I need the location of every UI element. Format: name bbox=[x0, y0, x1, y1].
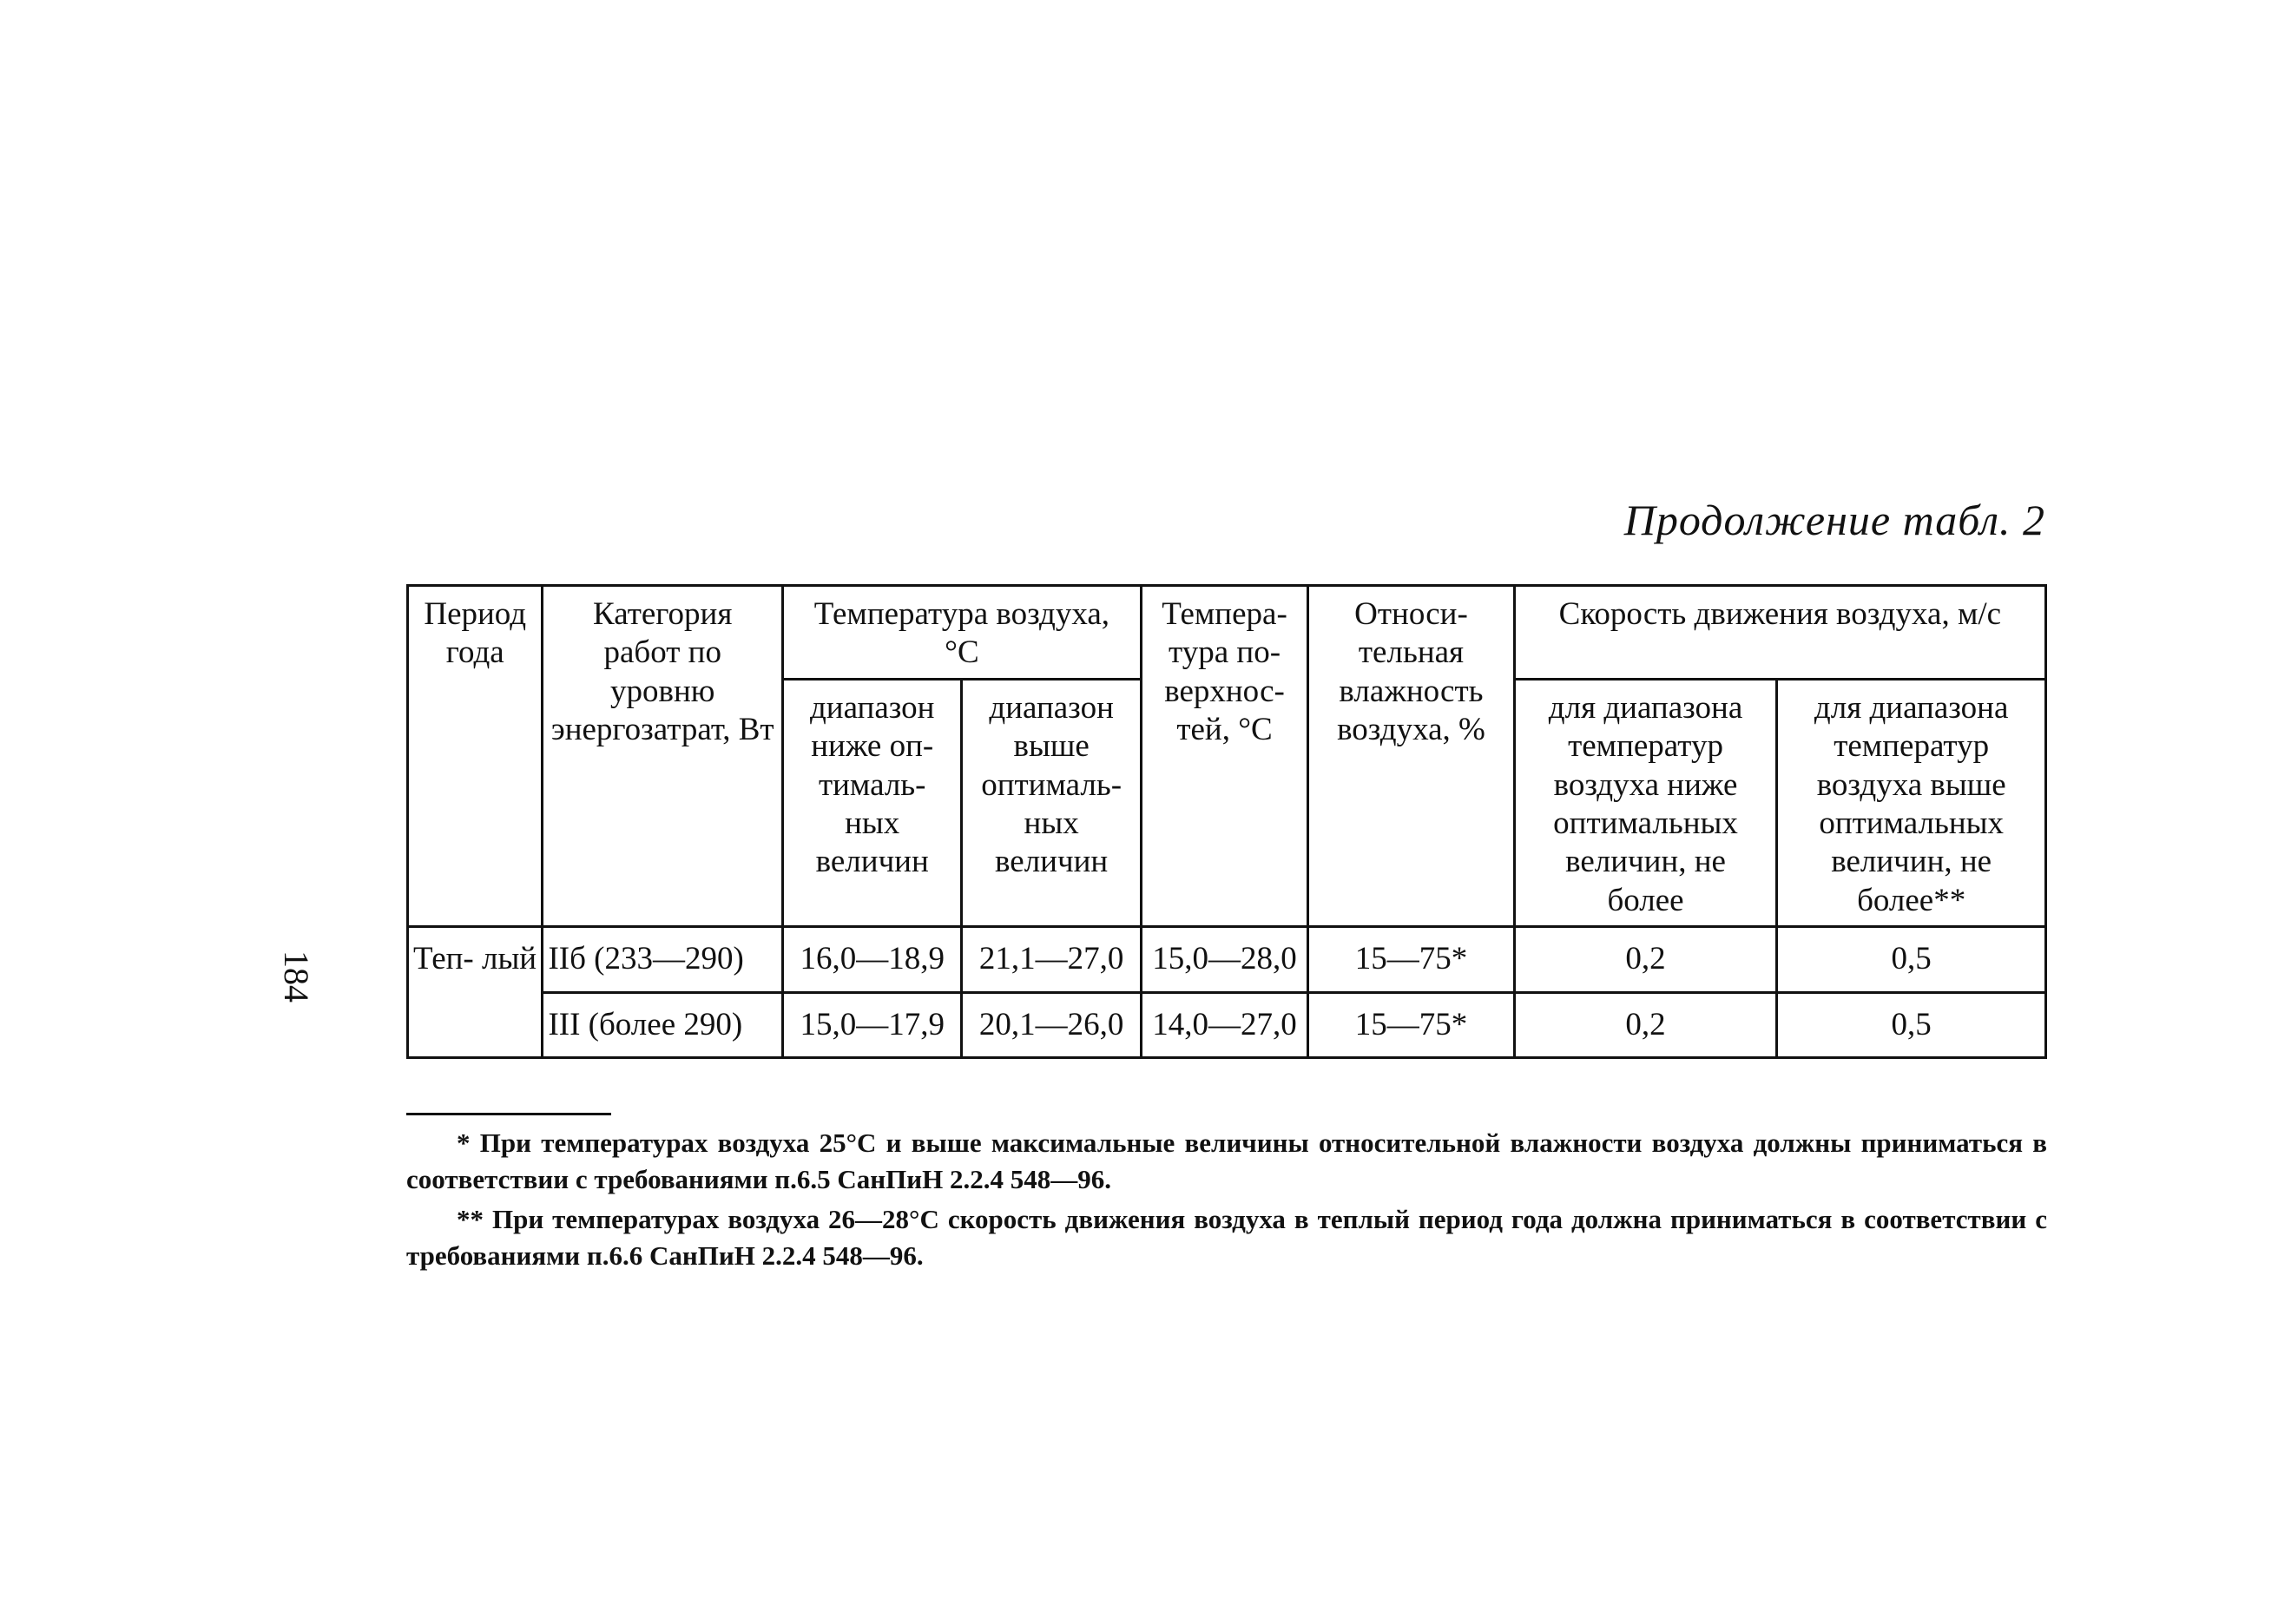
work-category-cell: III (более 290) bbox=[543, 992, 783, 1057]
header-temp-above-optimal: диапазон выше оптималь- ных величин bbox=[962, 679, 1141, 926]
work-category-cell: IIб (233—290) bbox=[543, 927, 783, 992]
speed-above-cell: 0,5 bbox=[1777, 992, 2046, 1057]
footnotes bbox=[406, 1125, 2047, 1277]
header-relative-humidity: Относи- тельная влажность воздуха, % bbox=[1308, 586, 1514, 927]
header-air-temperature: Температура воздуха, °С bbox=[783, 586, 1142, 680]
speed-below-cell: 0,2 bbox=[1514, 992, 1777, 1057]
surface-temp-cell: 14,0—27,0 bbox=[1141, 992, 1307, 1057]
humidity-cell: 15—75* bbox=[1308, 927, 1514, 992]
footnote-humidity: * При температурах воздуха 25°С и выше максимальные величины относительной влажности воздуха должны приниматься в соответствии с требованиями п.6.5 СанПиН 2.2.4 548—96. bbox=[406, 1128, 2047, 1194]
header-period: Период года bbox=[408, 586, 543, 927]
temp-above-cell: 20,1—26,0 bbox=[962, 992, 1141, 1057]
header-temp-below-optimal: диапазон ниже оп- тималь- ных величин bbox=[783, 679, 962, 926]
speed-above-cell: 0,5 bbox=[1777, 927, 2046, 992]
header-surface-temperature: Темпера- тура по- верхнос- тей, °С bbox=[1141, 586, 1307, 927]
footnote-air-speed: ** При температурах воздуха 26—28°С скорость движения воздуха в теплый период года должна приниматься в соответствии с требованиями п.6.6 СанПиН 2.2.4 548—96. bbox=[406, 1203, 2047, 1271]
header-row-1 bbox=[408, 586, 2046, 680]
table-continuation-caption: Продолжение табл. 2 bbox=[1623, 496, 2045, 544]
microclimate-table bbox=[406, 584, 2047, 1059]
page-number: 184 bbox=[277, 950, 316, 1003]
temp-above-cell: 21,1—27,0 bbox=[962, 927, 1141, 992]
surface-temp-cell: 15,0—28,0 bbox=[1141, 927, 1307, 992]
header-work-category: Категория работ по уровню энергозатрат, Вт bbox=[543, 586, 783, 927]
speed-below-cell: 0,2 bbox=[1514, 927, 1777, 992]
header-air-speed: Скорость движения воздуха, м/с bbox=[1514, 586, 2045, 680]
table-row bbox=[408, 927, 2046, 992]
period-warm: Теп- лый bbox=[408, 927, 543, 1058]
temp-below-cell: 16,0—18,9 bbox=[783, 927, 962, 992]
humidity-cell: 15—75* bbox=[1308, 992, 1514, 1057]
table-row bbox=[408, 992, 2046, 1057]
header-speed-below-optimal: для диапазона температур воздуха ниже оптимальных величин, не более bbox=[1514, 679, 1777, 926]
temp-below-cell: 15,0—17,9 bbox=[783, 992, 962, 1057]
header-speed-above-optimal: для диапазона температур воздуха выше оптимальных величин, не более** bbox=[1777, 679, 2046, 926]
footnote-divider bbox=[406, 1113, 611, 1115]
